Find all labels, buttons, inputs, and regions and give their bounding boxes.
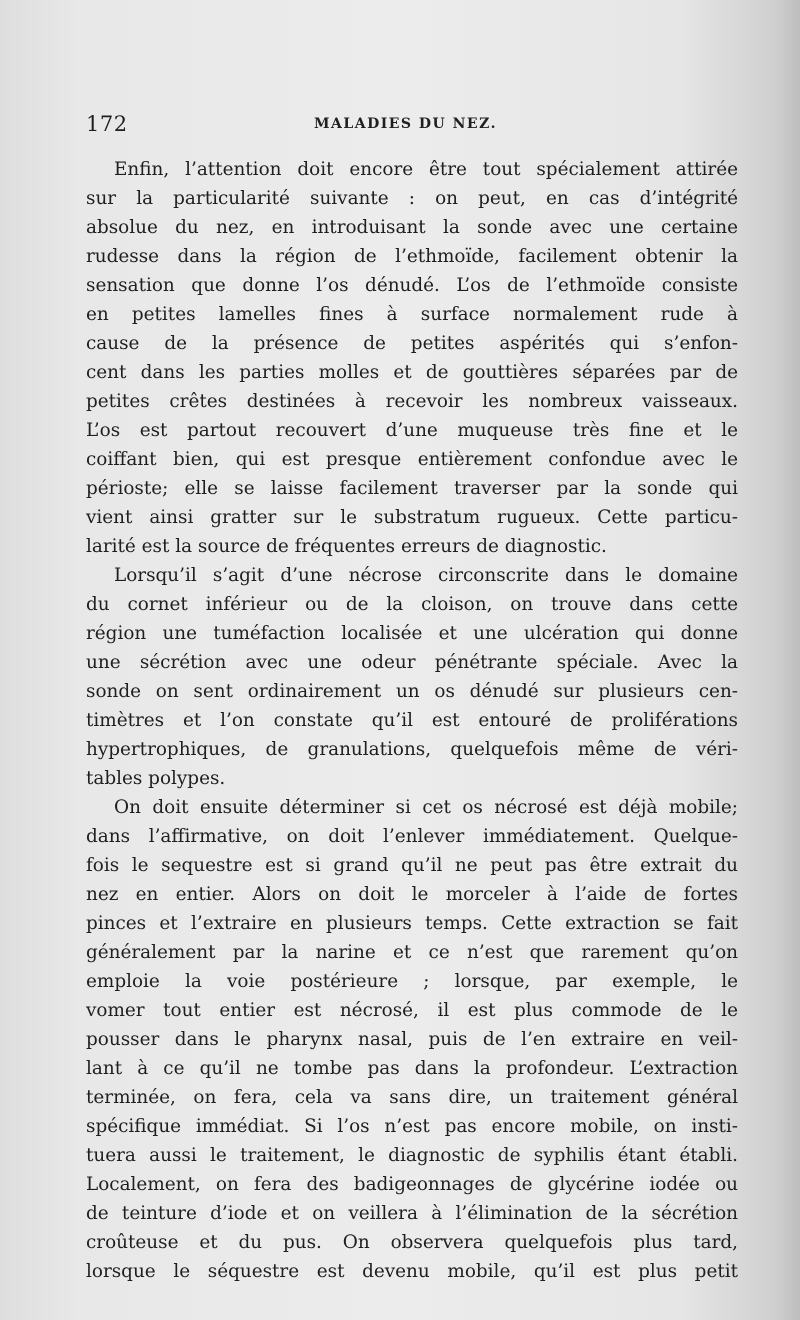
text-line: sur la particularité suivante : on peut, en cas d’intégrité (86, 188, 738, 209)
text-line: généralement par la narine et ce n’est que rarement qu’on (86, 942, 738, 963)
text-line: dans l’affirmative, on doit l’enlever immédiatement. Quelque- (86, 826, 738, 847)
text-line: pinces et l’extraire en plusieurs temps. Cette extraction se fait (86, 913, 738, 934)
page-number: 172 (86, 112, 128, 136)
text-line: emploie la voie postérieure ; lorsque, par exemple, le (86, 971, 738, 992)
text-line: tables polypes. (86, 768, 226, 789)
body-text (86, 155, 738, 1286)
text-line: du cornet inférieur ou de la cloison, on trouve dans cette (86, 594, 738, 615)
text-line: sensation que donne l’os dénudé. L’os de l’ethmoïde consiste (86, 275, 738, 296)
text-line: hypertrophiques, de granulations, quelquefois même de véri- (86, 739, 738, 760)
text-line: nez en entier. Alors on doit le morceler à l’aide de fortes (86, 884, 738, 905)
text-line: cent dans les parties molles et de gouttières séparées par de (86, 362, 738, 383)
text-line: périoste; elle se laisse facilement traverser par la sonde qui (86, 478, 738, 499)
text-line: On doit ensuite déterminer si cet os nécrosé est déjà mobile; (114, 797, 738, 818)
text-line: coiffant bien, qui est presque entièrement confondue avec le (86, 449, 738, 470)
text-line: rudesse dans la région de l’ethmoïde, facilement obtenir la (86, 246, 738, 267)
text-line: timètres et l’on constate qu’il est entouré de proliférations (86, 710, 738, 731)
text-line: vient ainsi gratter sur le substratum rugueux. Cette particu- (86, 507, 738, 528)
text-line: terminée, on fera, cela va sans dire, un traitement général (86, 1087, 738, 1108)
text-line: spécifique immédiat. Si l’os n’est pas encore mobile, on insti- (86, 1116, 738, 1137)
text-line: cause de la présence de petites aspérités qui s’enfon- (86, 333, 738, 354)
text-line: en petites lamelles fines à surface normalement rude à (86, 304, 738, 325)
text-line: lant à ce qu’il ne tombe pas dans la profondeur. L’extraction (86, 1058, 738, 1079)
text-line: vomer tout entier est nécrosé, il est plus commode de le (86, 1000, 738, 1021)
text-line: absolue du nez, en introduisant la sonde avec une certaine (86, 217, 738, 238)
running-title: MALADIES DU NEZ. (314, 116, 497, 132)
text-line: Localement, on fera des badigeonnages de glycérine iodée ou (86, 1174, 738, 1195)
text-line: de teinture d’iode et on veillera à l’élimination de la sécrétion (86, 1203, 738, 1224)
text-line: croûteuse et du pus. On observera quelquefois plus tard, (86, 1232, 738, 1253)
text-line: tuera aussi le traitement, le diagnostic de syphilis étant établi. (86, 1145, 738, 1166)
text-line: pousser dans le pharynx nasal, puis de l’en extraire en veil- (86, 1029, 738, 1050)
text-line: sonde on sent ordinairement un os dénudé sur plusieurs cen- (86, 681, 738, 702)
text-line: larité est la source de fréquentes erreurs de diagnostic. (86, 536, 607, 557)
text-line: petites crêtes destinées à recevoir les nombreux vaisseaux. (86, 391, 738, 412)
page-header (86, 112, 738, 142)
text-line: une sécrétion avec une odeur pénétrante spéciale. Avec la (86, 652, 738, 673)
text-line: lorsque le séquestre est devenu mobile, qu’il est plus petit (86, 1261, 738, 1282)
text-line: L’os est partout recouvert d’une muqueuse très fine et le (86, 420, 738, 441)
text-line: Enfin, l’attention doit encore être tout spécialement attirée (114, 159, 738, 180)
text-line: région une tuméfaction localisée et une ulcération qui donne (86, 623, 738, 644)
text-line: Lorsqu’il s’agit d’une nécrose circonscrite dans le domaine (114, 565, 738, 586)
text-line: fois le sequestre est si grand qu’il ne peut pas être extrait du (86, 855, 738, 876)
